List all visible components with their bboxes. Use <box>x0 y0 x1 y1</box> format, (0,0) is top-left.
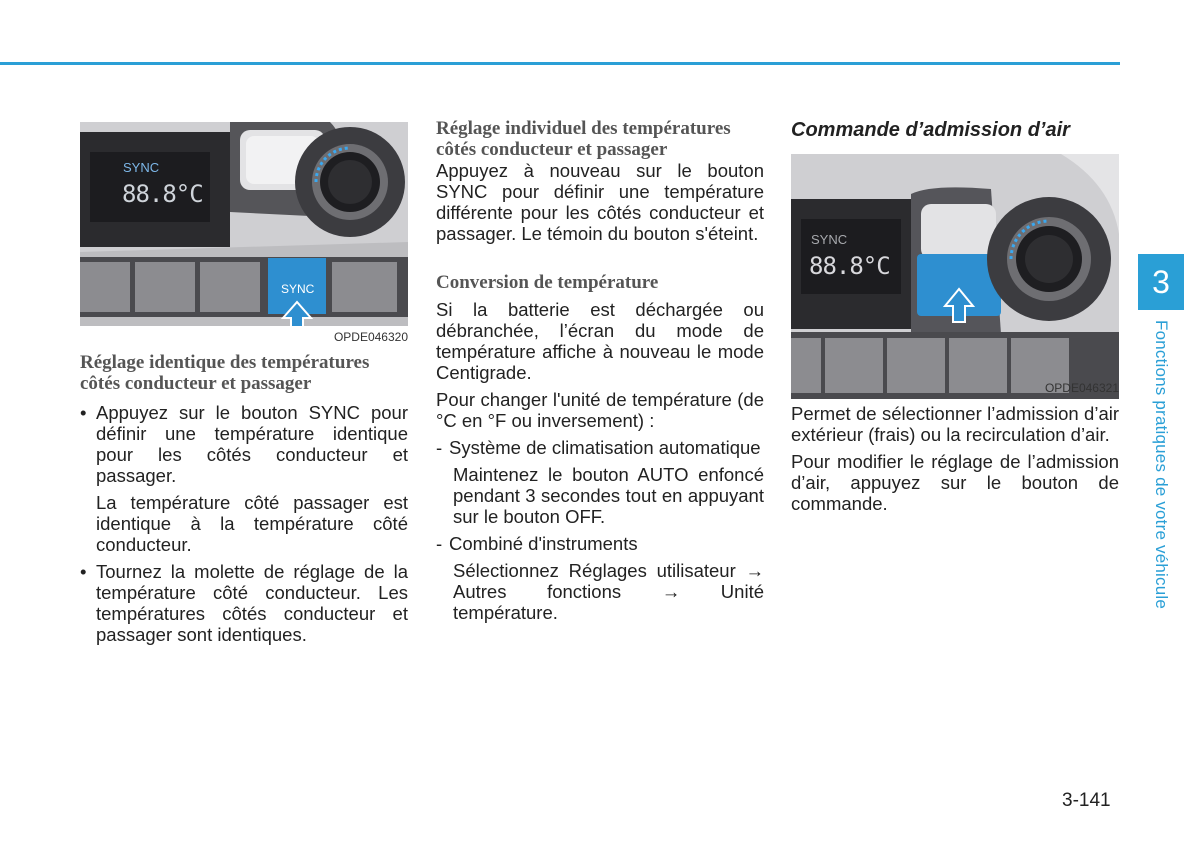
bullet-text: Appuyez sur le bouton SYNC pour définir une température identique pour les côtés conducteur et passager. <box>96 402 408 486</box>
sync-panel-illustration <box>80 122 408 326</box>
figure-code: OPDE046320 <box>333 330 408 344</box>
column-1 <box>80 118 408 645</box>
section-heading: Conversion de température <box>436 272 659 293</box>
section-heading: Commande d’admission d’air <box>791 119 1070 141</box>
bullet-item <box>80 402 408 486</box>
display-temperature: 88.8°C <box>122 180 203 208</box>
display-sync-indicator: SYNC <box>123 160 160 175</box>
paragraph: Appuyez à nouveau sur le bouton SYNC pour définir une température différente pour les côtés conducteur et passager. Le témoin du bouton s'éteint. <box>436 160 764 244</box>
paragraph: Permet de sélectionner l’admission d’air extérieur (frais) ou la recirculation d’air. <box>791 403 1119 445</box>
dash-item-text: Sélectionnez Réglages utilisateur → Autres fonctions → Unité température. <box>453 560 764 623</box>
chapter-title: Fonctions pratiques de votre véhicule <box>1152 320 1171 610</box>
paragraph: Pour changer l'unité de température (de °C en °F ou inversement) : <box>436 389 764 431</box>
column-2 <box>436 118 764 623</box>
bullet-list <box>80 402 408 645</box>
column-3 <box>791 118 1119 514</box>
sync-button-label: SYNC <box>281 282 315 296</box>
bullet-text: Tournez la molette de réglage de la température côté conducteur. Les températures côtés conducteur et passager sont identiques. <box>96 561 408 645</box>
display-sync-indicator: SYNC <box>811 232 848 247</box>
page-number: 3-141 <box>1062 790 1111 811</box>
bullet-note: La température côté passager est identique à la température côté conducteur. <box>96 492 408 555</box>
dash-item-label: - Système de climatisation automatique <box>436 437 764 458</box>
dash-item-text: Maintenez le bouton AUTO enfoncé pendant 3 secondes tout en appuyant sur le bouton OFF. <box>453 464 764 527</box>
top-rule <box>0 62 1120 65</box>
figure-sync-button <box>80 122 408 326</box>
paragraph: Si la batterie est déchargée ou débranchée, l’écran du mode de température affiche à nouveau le mode Centigrade. <box>436 299 764 383</box>
paragraph: Pour modifier le réglage de l’admission d’air, appuyez sur le bouton de commande. <box>791 451 1119 514</box>
section-heading: Réglage identique des températures côtés conducteur et passager <box>80 352 370 394</box>
display-temperature: 88.8°C <box>809 252 890 280</box>
figure-code: OPDE046321 <box>1044 381 1119 395</box>
chapter-tab: 3 <box>1138 254 1184 310</box>
section-heading: Réglage individuel des températures côtés conducteur et passager <box>436 118 731 160</box>
dash-item-label: - Combiné d'instruments <box>436 533 764 554</box>
bullet-item <box>80 561 408 645</box>
figure-air-intake <box>791 154 1119 399</box>
